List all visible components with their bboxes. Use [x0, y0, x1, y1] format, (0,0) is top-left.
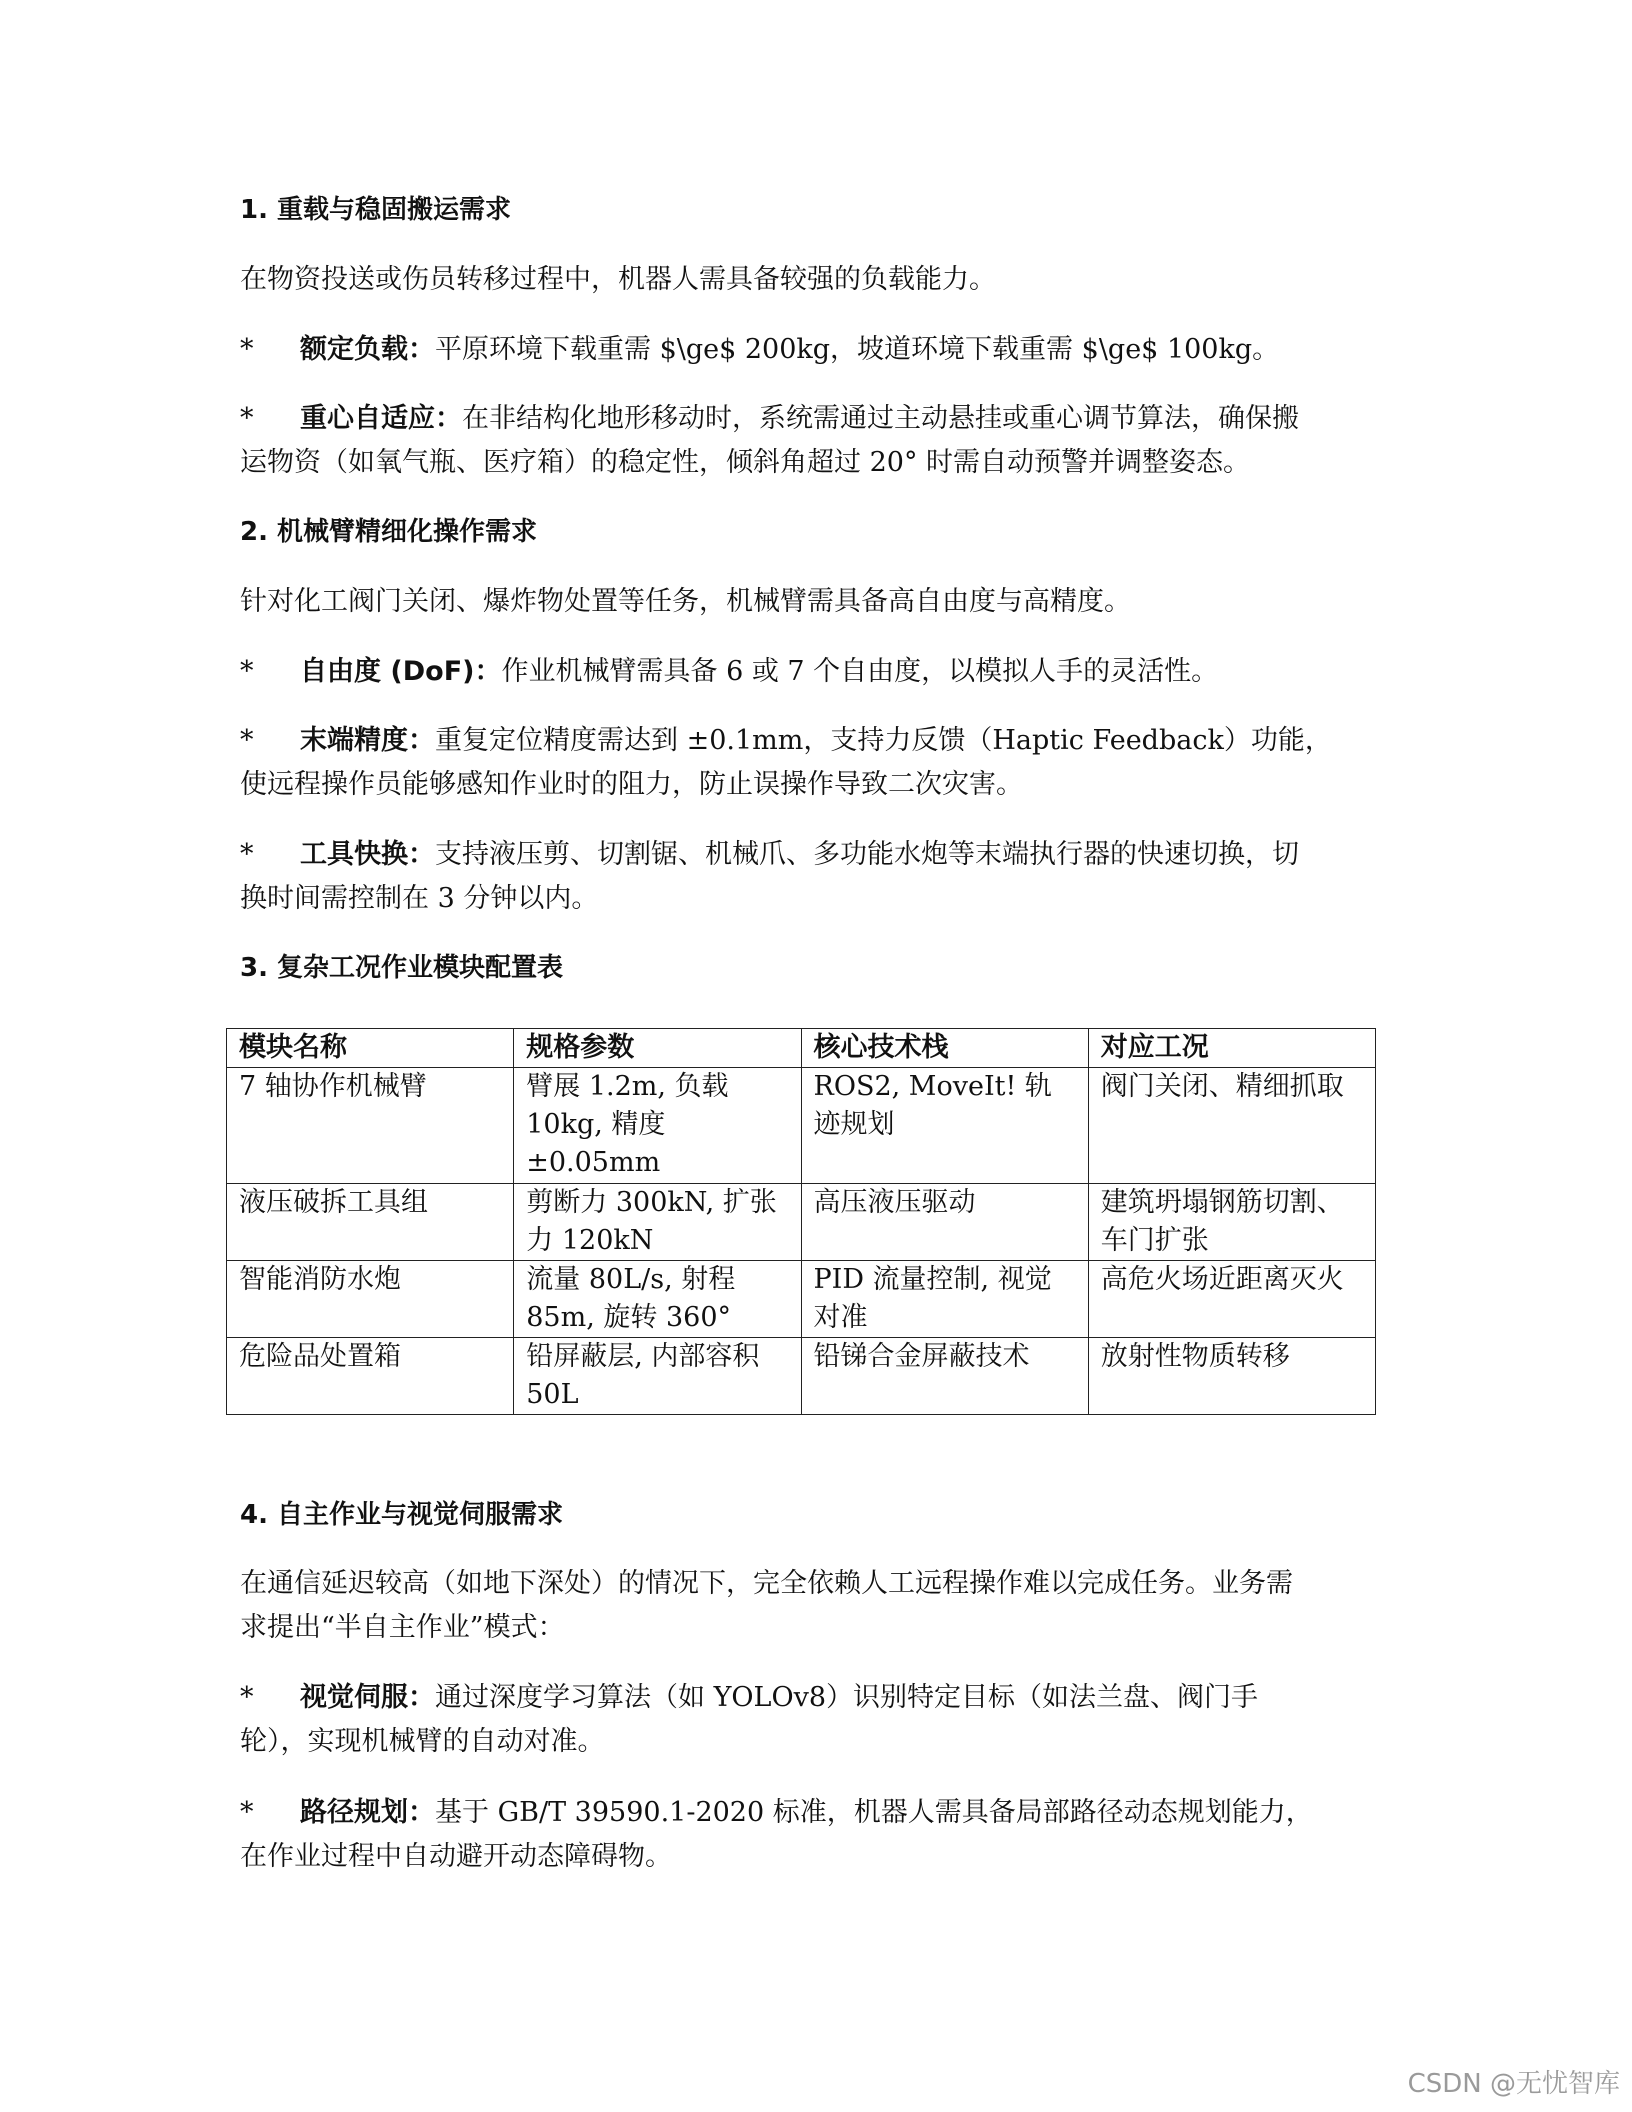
bullet-dof	[240, 650, 1218, 694]
table-row	[227, 1068, 1376, 1184]
section-2-intro: 针对化工阀门关闭、爆炸物处置等任务，机械臂需具备高自由度与高精度。	[240, 586, 1131, 617]
bullet-star: *	[240, 1797, 254, 1828]
bullet-star: *	[240, 334, 254, 365]
bullet-text-continued: 运物资（如氧气瓶、医疗箱）的稳定性，倾斜角超过 20° 时需自动预警并调整姿态。	[240, 447, 1251, 478]
table-cell: 智能消防水炮	[227, 1261, 514, 1338]
table-cell: 7 轴协作机械臂	[227, 1068, 514, 1184]
bullet-star: *	[240, 656, 254, 687]
section-4-intro-line-1: 在通信延迟较高（如地下深处）的情况下，完全依赖人工远程操作难以完成任务。业务需	[240, 1568, 1293, 1599]
bullet-text: 支持液压剪、切割锯、机械爪、多功能水炮等末端执行器的快速切换，切	[435, 839, 1299, 870]
bullet-star: *	[240, 1682, 254, 1713]
bullet-star: *	[240, 403, 254, 434]
module-config-table	[226, 1028, 1376, 1415]
bullet-end-precision	[240, 719, 1332, 807]
bullet-text-continued: 换时间需控制在 3 分钟以内。	[240, 883, 599, 914]
section-1-intro: 在物资投送或伤员转移过程中，机器人需具备较强的负载能力。	[240, 264, 996, 295]
table-cell: 铅锑合金屏蔽技术	[801, 1338, 1088, 1415]
table-cell: 高压液压驱动	[801, 1184, 1088, 1261]
table-cell: ROS2, MoveIt! 轨迹规划	[801, 1068, 1088, 1184]
bullet-visual-servo	[240, 1676, 1258, 1764]
section-2-heading: 2. 机械臂精细化操作需求	[240, 517, 538, 547]
table-header-cell: 规格参数	[514, 1029, 801, 1068]
table-row	[227, 1261, 1376, 1338]
table-cell: 危险品处置箱	[227, 1338, 514, 1415]
bullet-label: 路径规划：	[300, 1797, 435, 1828]
table-cell: 流量 80L/s, 射程 85m, 旋转 360°	[514, 1261, 801, 1338]
bullet-text: 作业机械臂需具备 6 或 7 个自由度，以模拟人手的灵活性。	[501, 656, 1219, 687]
bullet-label: 自由度 (DoF)：	[300, 656, 502, 687]
bullet-text-continued: 在作业过程中自动避开动态障碍物。	[240, 1841, 672, 1872]
bullet-center-of-gravity	[240, 397, 1299, 485]
table-header-cell: 核心技术栈	[801, 1029, 1088, 1068]
section-4-heading: 4. 自主作业与视觉伺服需求	[240, 1500, 564, 1530]
table-header-row	[227, 1029, 1376, 1068]
table-cell: 剪断力 300kN, 扩张力 120kN	[514, 1184, 801, 1261]
table-row	[227, 1184, 1376, 1261]
bullet-rated-load	[240, 328, 1279, 372]
bullet-text-continued: 轮），实现机械臂的自动对准。	[240, 1726, 605, 1757]
bullet-label: 末端精度：	[300, 725, 435, 756]
table-cell: 臂展 1.2m, 负载 10kg, 精度 ±0.05mm	[514, 1068, 801, 1184]
table-cell: 阀门关闭、精细抓取	[1088, 1068, 1375, 1184]
bullet-star: *	[240, 725, 254, 756]
table-cell: 建筑坍塌钢筋切割、车门扩张	[1088, 1184, 1375, 1261]
table-row	[227, 1338, 1376, 1415]
csdn-watermark: CSDN @无忧智库	[1407, 2069, 1620, 2099]
section-1-heading: 1. 重载与稳固搬运需求	[240, 195, 512, 225]
table-cell: 液压破拆工具组	[227, 1184, 514, 1261]
table-cell: 高危火场近距离灭火	[1088, 1261, 1375, 1338]
table-cell: 放射性物质转移	[1088, 1338, 1375, 1415]
bullet-label: 视觉伺服：	[300, 1682, 435, 1713]
bullet-text: 基于 GB/T 39590.1-2020 标准，机器人需具备局部路径动态规划能力，	[435, 1797, 1313, 1828]
bullet-text: 在非结构化地形移动时，系统需通过主动悬挂或重心调节算法，确保搬	[462, 403, 1299, 434]
bullet-text: 平原环境下载重需 $\ge$ 200kg，坡道环境下载重需 $\ge$ 100kg。	[435, 334, 1280, 365]
bullet-label: 额定负载：	[300, 334, 435, 365]
bullet-text: 重复定位精度需达到 ±0.1mm，支持力反馈（Haptic Feedback）功能，	[435, 725, 1332, 756]
section-4-intro	[240, 1562, 1293, 1650]
table-header-cell: 对应工况	[1088, 1029, 1375, 1068]
bullet-text-continued: 使远程操作员能够感知作业时的阻力，防止误操作导致二次灾害。	[240, 769, 1023, 800]
table-cell: 铅屏蔽层, 内部容积 50L	[514, 1338, 801, 1415]
bullet-label: 重心自适应：	[300, 403, 462, 434]
bullet-text: 通过深度学习算法（如 YOLOv8）识别特定目标（如法兰盘、阀门手	[435, 1682, 1259, 1713]
table-cell: PID 流量控制, 视觉对准	[801, 1261, 1088, 1338]
bullet-star: *	[240, 839, 254, 870]
bullet-label: 工具快换：	[300, 839, 435, 870]
bullet-tool-change	[240, 833, 1299, 921]
bullet-path-planning	[240, 1791, 1313, 1879]
section-4-intro-line-2: 求提出“半自主作业”模式：	[240, 1612, 565, 1643]
table-header-cell: 模块名称	[227, 1029, 514, 1068]
section-3-heading: 3. 复杂工况作业模块配置表	[240, 953, 564, 983]
